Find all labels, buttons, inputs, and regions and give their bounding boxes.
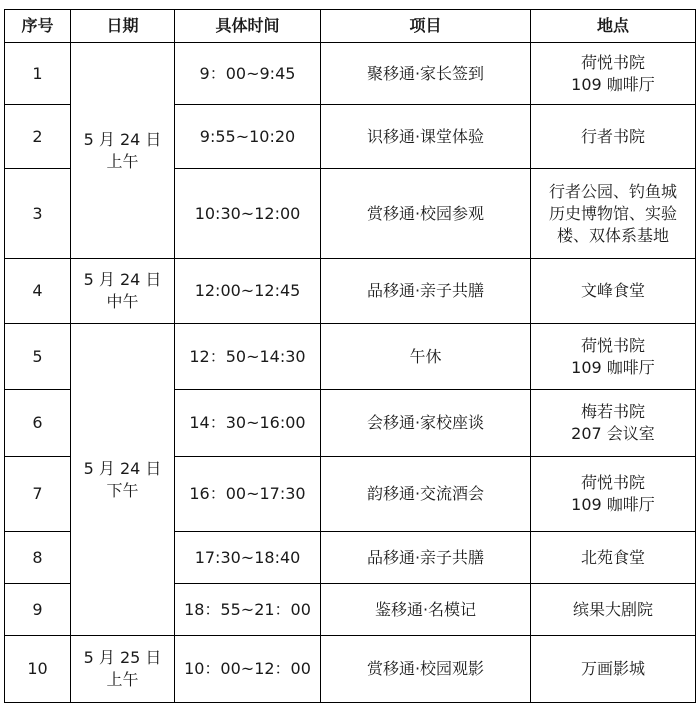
place-cell: 梅若书院 207 会议室 [531,390,696,457]
item-cell: 聚移通·家长签到 [321,43,531,105]
item-cell: 识移通·课堂体验 [321,105,531,169]
time-cell: 18：55~21：00 [175,584,321,636]
place-cell: 北苑食堂 [531,532,696,584]
header-item: 项目 [321,10,531,43]
item-cell: 韵移通·交流酒会 [321,457,531,532]
row-index: 7 [5,457,71,532]
place-cell: 缤果大剧院 [531,584,696,636]
date-cell: 5 月 25 日 上午 [71,636,175,703]
item-cell: 鉴移通·名模记 [321,584,531,636]
row-index: 1 [5,43,71,105]
header-index: 序号 [5,10,71,43]
table-row [5,324,696,390]
item-cell: 赏移通·校园观影 [321,636,531,703]
header-row [5,10,696,43]
time-cell: 12：50~14:30 [175,324,321,390]
item-cell: 赏移通·校园参观 [321,169,531,259]
header-date: 日期 [71,10,175,43]
date-cell: 5 月 24 日 中午 [71,259,175,324]
place-cell: 行者书院 [531,105,696,169]
header-time: 具体时间 [175,10,321,43]
place-cell: 文峰食堂 [531,259,696,324]
row-index: 8 [5,532,71,584]
schedule-table [4,9,696,703]
time-cell: 12:00~12:45 [175,259,321,324]
item-cell: 品移通·亲子共膳 [321,532,531,584]
row-index: 9 [5,584,71,636]
item-cell: 午休 [321,324,531,390]
place-cell: 荷悦书院 109 咖啡厅 [531,43,696,105]
row-index: 3 [5,169,71,259]
time-cell: 9:55~10:20 [175,105,321,169]
header-place: 地点 [531,10,696,43]
row-index: 5 [5,324,71,390]
time-cell: 10：00~12：00 [175,636,321,703]
place-cell: 行者公园、钓鱼城 历史博物馆、实验 楼、双体系基地 [531,169,696,259]
time-cell: 17:30~18:40 [175,532,321,584]
time-cell: 10:30~12:00 [175,169,321,259]
table-row [5,43,696,105]
row-index: 6 [5,390,71,457]
date-cell: 5 月 24 日 下午 [71,324,175,636]
place-cell: 荷悦书院 109 咖啡厅 [531,457,696,532]
row-index: 4 [5,259,71,324]
item-cell: 会移通·家校座谈 [321,390,531,457]
table-row [5,636,696,703]
date-cell: 5 月 24 日 上午 [71,43,175,259]
time-cell: 9：00~9:45 [175,43,321,105]
row-index: 10 [5,636,71,703]
place-cell: 荷悦书院 109 咖啡厅 [531,324,696,390]
place-cell: 万画影城 [531,636,696,703]
table-row [5,259,696,324]
time-cell: 16：00~17:30 [175,457,321,532]
item-cell: 品移通·亲子共膳 [321,259,531,324]
row-index: 2 [5,105,71,169]
time-cell: 14：30~16:00 [175,390,321,457]
